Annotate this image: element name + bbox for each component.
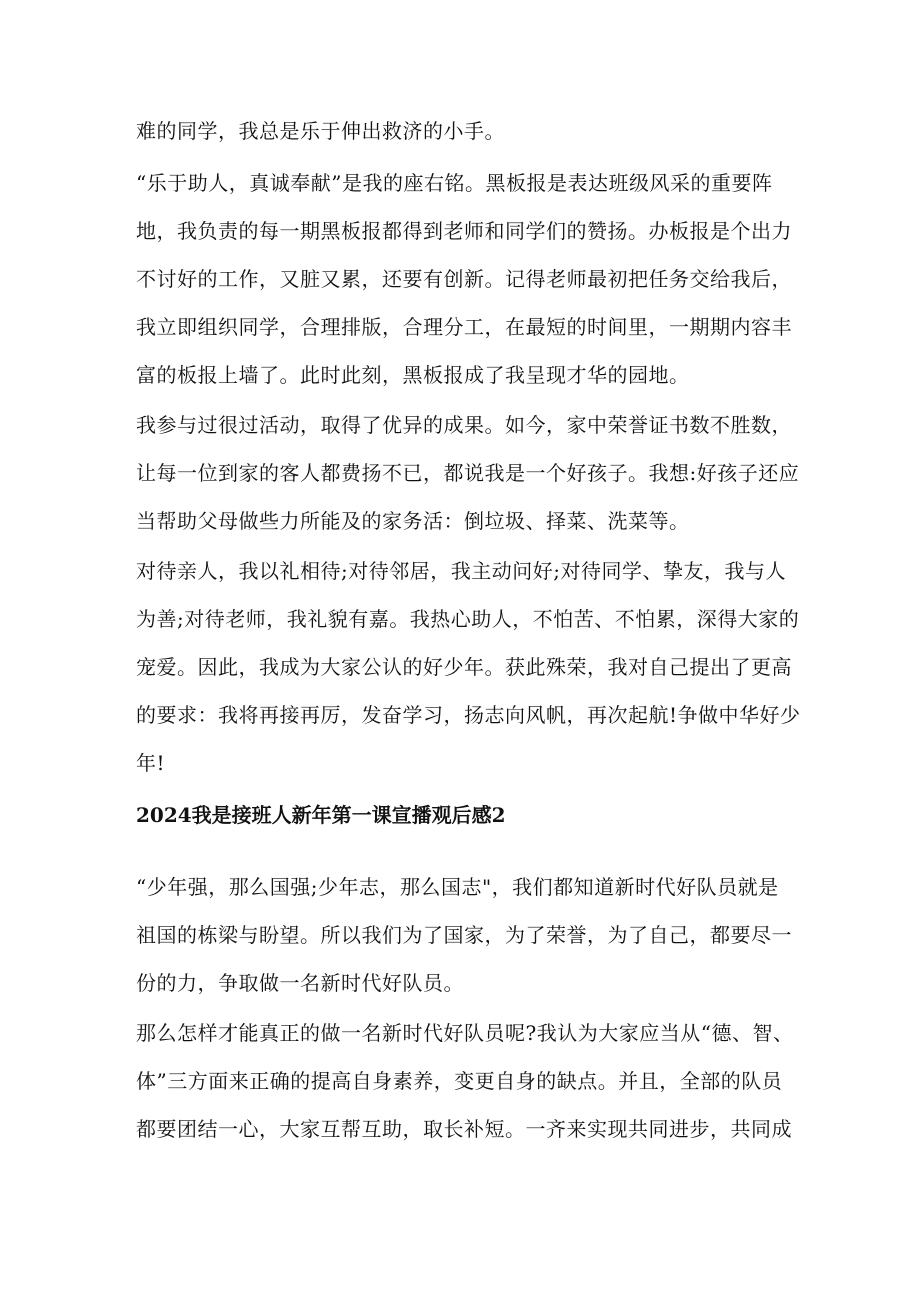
paragraph-line: 对待亲人，我以礼相待;对待邻居，我主动问好;对待同学、挚友，我与人	[136, 559, 786, 583]
paragraph-line: 我立即组织同学，合理排版，合理分工，在最短的时间里，一期期内容丰	[136, 315, 792, 339]
paragraph-line: “少年强，那么国强;少年志，那么国志"，我们都知道新时代好队员就是	[136, 875, 779, 899]
paragraph-line: 地，我负责的每一期黑板报都得到老师和同学们的赞扬。办板报是个出力	[136, 219, 792, 243]
paragraph-line: 为善;对待老师，我礼貌有嘉。我热心助人，不怕苦、不怕累，深得大家的	[136, 607, 800, 631]
paragraph-line: 体”三方面来正确的提高自身素养，变更自身的缺点。并且，全部的队员	[136, 1069, 783, 1093]
paragraph-line: 宠爱。因此，我成为大家公认的好少年。获此殊荣，我对自己提出了更高	[136, 655, 792, 679]
paragraph-line: 祖国的栋梁与盼望。所以我们为了国家，为了荣誉，为了自己，都要尽一	[136, 923, 792, 947]
paragraph-line: 不讨好的工作，又脏又累，还要有创新。记得老师最初把任务交给我后，	[136, 267, 792, 291]
paragraph-line: 难的同学，我总是乐于伸出救济的小手。	[136, 119, 505, 143]
paragraph-line: 富的板报上墙了。此时此刻，黑板报成了我呈现才华的园地。	[136, 363, 690, 387]
paragraph-line: 的要求：我将再接再厉，发奋学习，扬志向风帆，再次起航!争做中华好少	[136, 703, 801, 727]
paragraph-line: “乐于助人，真诚奉献”是我的座右铭。黑板报是表达班级风采的重要阵	[136, 171, 773, 195]
section-heading: 2024我是接班人新年第一课宣播观后感2	[136, 803, 506, 827]
paragraph-line: 我参与过很过活动，取得了优异的成果。如今，家中荣誉证书数不胜数，	[136, 413, 792, 437]
paragraph-line: 份的力，争取做一名新时代好队员。	[136, 971, 464, 995]
paragraph-line: 当帮助父母做些力所能及的家务活：倒垃圾、择菜、洗菜等。	[136, 509, 690, 533]
paragraph-line: 都要团结一心，大家互帮互助，取长补短。一齐来实现共同进步，共同成	[136, 1117, 792, 1141]
paragraph-line: 那么怎样才能真正的做一名新时代好队员呢?我认为大家应当从“德、智、	[136, 1021, 794, 1045]
paragraph-line: 年!	[136, 751, 166, 775]
paragraph-line: 让每一位到家的客人都费扬不已，都说我是一个好孩子。我想:好孩子还应	[136, 461, 800, 485]
